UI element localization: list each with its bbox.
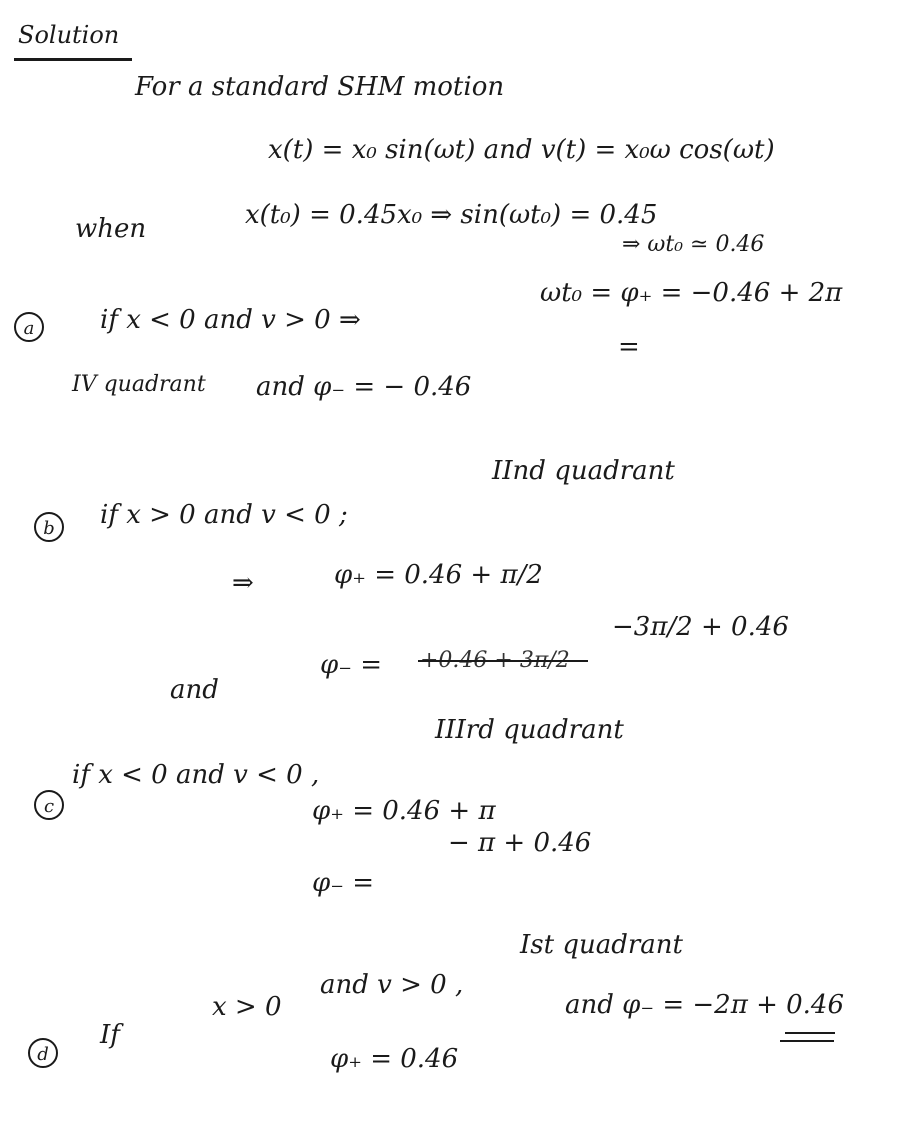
part-c-quadrant: IIIrd quadrant xyxy=(435,715,624,745)
shm-equations: x(t) = x₀ sin(ωt) and v(t) = x₀ω cos(ωt) xyxy=(268,135,775,165)
part-c-phi-minus: φ₋ = xyxy=(312,868,374,898)
part-a-equals: = xyxy=(618,332,640,362)
part-b-phi-plus: φ₊ = 0.46 + π/2 xyxy=(334,560,543,590)
part-a-phi-minus: and φ₋ = − 0.46 xyxy=(256,372,472,402)
part-d-marker: d xyxy=(28,1038,58,1068)
part-d-condition-x: x > 0 xyxy=(212,992,282,1022)
part-b-phi-minus-value: −3π/2 + 0.46 xyxy=(612,612,789,642)
part-a-marker: a xyxy=(14,312,44,342)
part-a-quadrant: IV quadrant xyxy=(72,372,206,397)
strike-through-line xyxy=(418,660,588,662)
part-b-phi-minus: φ₋ = xyxy=(320,650,382,680)
part-b-quadrant: IInd quadrant xyxy=(492,456,675,486)
part-d-phi-plus: φ₊ = 0.46 xyxy=(330,1044,459,1074)
part-c-condition: if x < 0 and v < 0 , xyxy=(72,760,320,790)
part-b-implies: ⇒ xyxy=(232,568,254,598)
part-d-condition: If xyxy=(100,1020,120,1050)
part-d-quadrant: Ist quadrant xyxy=(520,930,683,960)
initial-condition-equation: x(t₀) = 0.45x₀ ⇒ sin(ωt₀) = 0.45 xyxy=(245,200,658,230)
part-b-and-label: and xyxy=(170,675,219,705)
part-d-phi-minus: and φ₋ = −2π + 0.46 xyxy=(565,990,845,1020)
part-b-struck-value: +0.46 + 3π/2 xyxy=(420,648,570,673)
part-c-phi-minus-value: − π + 0.46 xyxy=(448,828,592,858)
part-b-condition: if x > 0 and v < 0 ; xyxy=(100,500,348,530)
part-d-condition-v: and v > 0 , xyxy=(320,970,464,1000)
when-label: when xyxy=(75,214,147,244)
omega-t0-approx: ⇒ ωt₀ ≃ 0.46 xyxy=(622,232,765,257)
solution-heading: Solution xyxy=(18,21,120,49)
final-answer-underline-1 xyxy=(785,1032,835,1034)
intro-line: For a standard SHM motion xyxy=(135,72,505,102)
part-c-phi-plus: φ₊ = 0.46 + π xyxy=(312,796,496,826)
part-b-marker: b xyxy=(34,512,64,542)
part-a-phi-plus: ωt₀ = φ₊ = −0.46 + 2π xyxy=(540,278,843,308)
final-answer-underline-2 xyxy=(780,1040,834,1042)
part-c-marker: c xyxy=(34,790,64,820)
heading-underline xyxy=(14,58,132,61)
part-a-condition: if x < 0 and v > 0 ⇒ xyxy=(100,305,361,335)
